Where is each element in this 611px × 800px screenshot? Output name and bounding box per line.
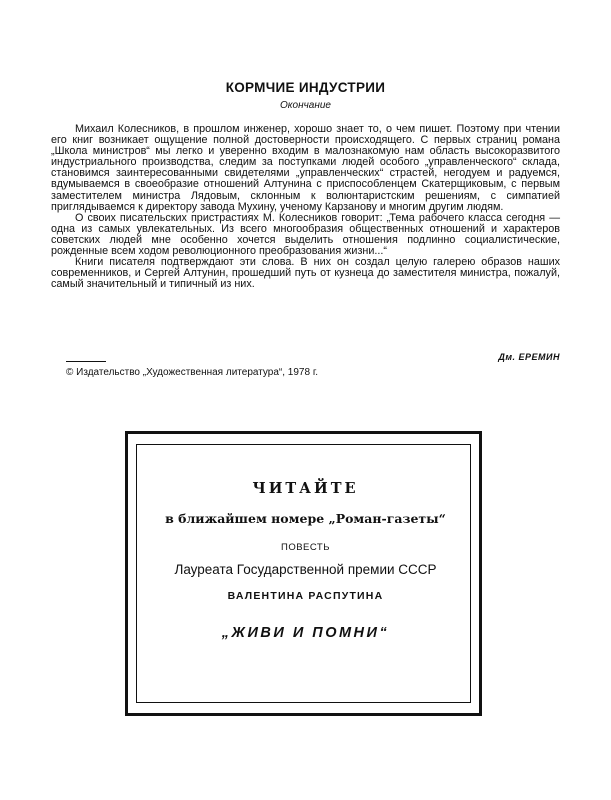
announcement-author: ВАЛЕНТИНА РАСПУТИНА [227, 590, 384, 602]
announcement-award-line: Лауреата Государственной премии СССР [174, 562, 437, 577]
article-paragraph: Книги писателя подтверждают эти слова. В них он создал целую галерею образов наших современников, и Сергей Алтунин, прошедший путь от кузнеца до заместителя министра, пожалуй, самый значительный и типичный из них. [51, 256, 560, 291]
author-signature: Дм. ЕРЕМИН [498, 352, 560, 362]
announcement-issue-line: в ближайшем номере „Роман-газеты“ [165, 511, 446, 526]
copyright-notice: © Издательство „Художественная литература“, 1978 г. [66, 367, 319, 378]
announcement-heading: ЧИТАЙТЕ [252, 480, 359, 497]
announcement-genre: ПОВЕСТЬ [281, 542, 330, 553]
article-body [51, 124, 560, 290]
footnote-divider [66, 361, 106, 362]
article-title: КОРМЧИЕ ИНДУСТРИИ [225, 80, 386, 95]
announcement-book-title: „ЖИВИ И ПОМНИ“ [221, 625, 390, 641]
article-paragraph: Михаил Колесников, в прошлом инженер, хорошо знает то, о чем пишет. Поэтому при чтении его книг возникает ощущение полной достоверности происходящего. С первых страниц романа „Школа министров“ мы легко и уверенно входим в малознакомую нам область высокоразвитого индустриального производства, следим за поступками людей особого „управленческого“ склада, становимся заинтересованными свидетелями „управленческих“ страстей, негодуем и радуемся, вдумываемся в своеобразие отношений Алтунина с приспособленцем Скатерщиковым, с первым заместителем министра Лядовым, склонным к волюнтаристским решениям, с симпатией приглядываемся к директору завода Мухину, ученому Карзанову и многим другим людям. [51, 123, 560, 213]
article-subtitle: Окончание [280, 100, 331, 111]
article-paragraph: О своих писательских пристрастиях М. Колесников говорит: „Тема рабочего класса сегодня — одна из самых увлекательных. Из всего многообразия общественных отношений и характеров советских людей мне особенно хочется выделить отношения подлинно социалистические, рожденные всем ходом революционного преобразования жизни...“ [51, 211, 560, 258]
